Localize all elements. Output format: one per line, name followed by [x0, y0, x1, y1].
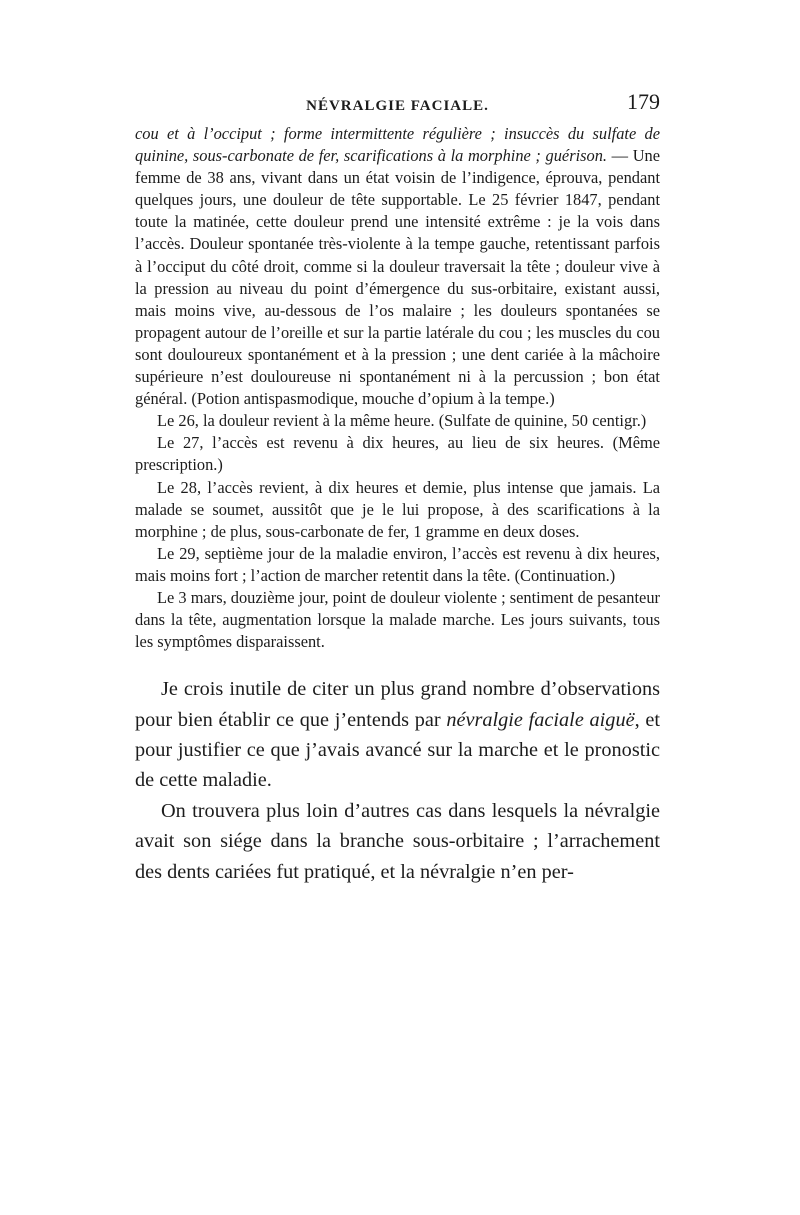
body-paragraph-text: On trouvera plus loin d’autres cas dans lesquels la névralgie avait son siége dans la branche sous-orbitaire ; l’arrachement des dents cariées fut pratiqué, et la névralgie n’en per- [135, 799, 660, 883]
case-day-29-text: Le 29, septième jour de la maladie environ, l’accès est revenu à dix heures, mais moins fort ; l’action de marcher retentit dans la tête. (Continuation.) [135, 543, 660, 585]
case-day-29 [135, 543, 660, 587]
case-summary-paragraph [135, 123, 660, 410]
case-day-28-text: Le 28, l’accès revient, à dix heures et demie, plus intense que jamais. La malade se soumet, aussitôt que je le lui propose, à des scarifications à la morphine ; de plus, sous-carbonate de fer, 1 gramme en deux doses. [135, 477, 660, 541]
italic-term: névralgie faciale aiguë [446, 708, 635, 731]
case-day-28 [135, 477, 660, 543]
case-observation [135, 123, 660, 653]
case-day-27-text: Le 27, l’accès est revenu à dix heures, au lieu de six heures. (Même prescription.) [135, 433, 660, 475]
body-paragraph-text: Je crois inutile de citer un plus grand nombre d’observations pour bien établir ce que j’entends par [135, 678, 660, 731]
case-day-26-text: Le 26, la douleur revient à la même heure. (Sulfate de quinine, 50 centigr.) [157, 411, 647, 431]
case-day-26 [135, 410, 660, 432]
body-paragraph-text: , et pour justifier ce que j’avais avancé sur la marche et le pronostic de cette maladie. [135, 708, 661, 792]
body-paragraph [135, 674, 660, 796]
book-page [135, 89, 661, 887]
case-march-3 [135, 587, 660, 653]
main-text [135, 674, 660, 887]
case-march-3-text: Le 3 mars, douzième jour, point de douleur violente ; sentiment de pesanteur dans la tête, augmentation lorsque la malade marche. Les jours suivants, tous les symptômes disparaissent. [135, 587, 660, 652]
case-day-27 [135, 432, 660, 476]
running-header [135, 89, 660, 123]
page-number: 179 [627, 89, 660, 114]
case-heading-italic: cou et à l’occiput ; forme intermittente régulière ; insuccès du sulfate de quinine, sous-carbonate de fer, scarifications à la morphine ; guérison. [135, 124, 660, 166]
case-summary-text: — Une femme de 38 ans, vivant dans un état voisin de l’indigence, éprouva, pendant quelques jours, une douleur de tête supportable. Le 25 février 1847, pendant toute la matinée, cette douleur prend une intensité extrême : je la vois dans l’accès. Douleur spontanée très-violente à la tempe gauche, retentissant parfois à l’occiput du côté droit, comme si la douleur traversait la tête ; douleur vive à la pression au niveau du point d’émergence du sus-orbitaire, existant aussi, mais moins vive, au-dessous de l’os malaire ; les douleurs spontanées se propagent autour de l’oreille et sur la partie latérale du cou ; les muscles du cou sont douloureux spontanément et à la pression ; une dent cariée à la mâchoire supérieure n’est douloureuse ni spontanément ni à la percussion ; bon état général. (Potion antispasmodique, mouche d’opium à la tempe.) [135, 146, 660, 409]
running-title: NÉVRALGIE FACIALE. [306, 98, 489, 114]
body-paragraph [135, 796, 660, 887]
